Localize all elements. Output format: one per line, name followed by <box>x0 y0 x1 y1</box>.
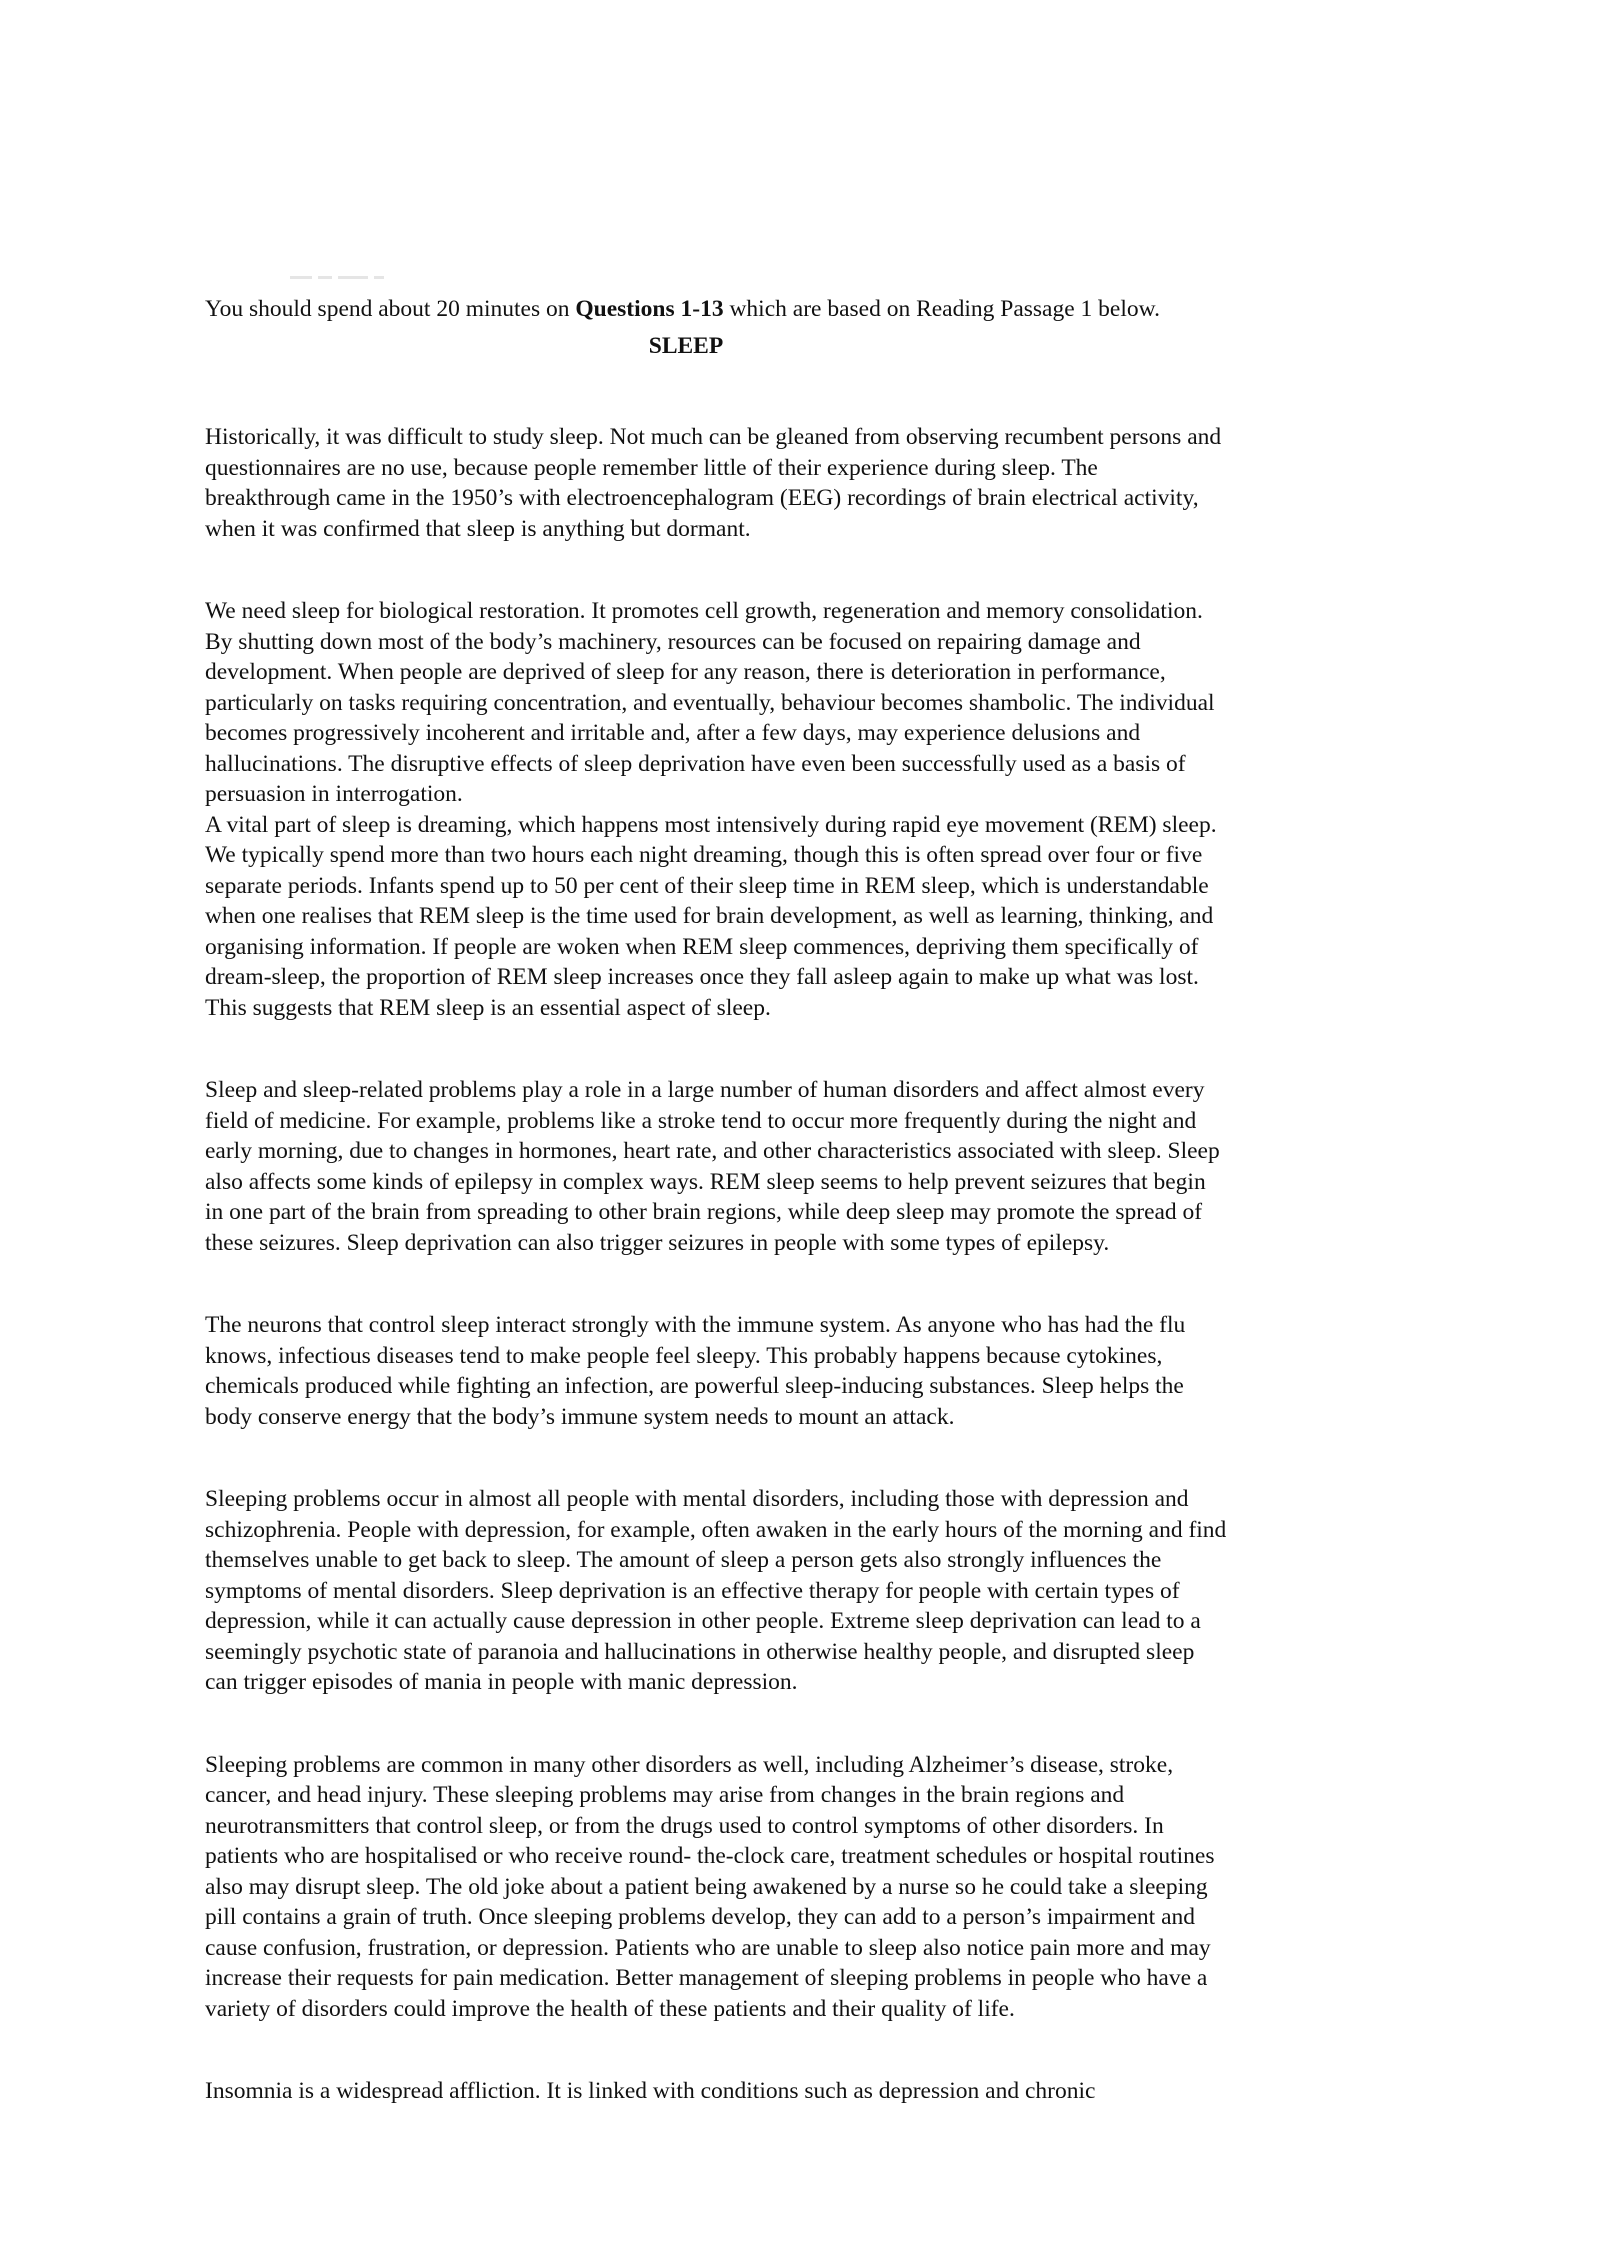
paragraph-6: Sleeping problems occur in almost all people with mental disorders, including those with depression and schizophrenia. People with depression, for example, often awaken in the early hours of the morning and find themselves unable to get back to sleep. The amount of sleep a person gets also strongly influences the symptoms of mental disorders. Sleep deprivation is an effective therapy for people with certain types of depression, while it can actually cause depression in other people. Extreme sleep deprivation can lead to a seemingly psychotic state of paranoia and hallucinations in otherwise healthy people, and disrupted sleep can trigger episodes of mania in people with manic depression. <box>205 1486 1227 1695</box>
paragraph-5: The neurons that control sleep interact strongly with the immune system. As anyone who has had the flu knows, infectious diseases tend to make people feel sleepy. This probably happens because cytokines, chemicals produced while fighting an infection, are powerful sleep-inducing substances. Sleep helps the body conserve energy that the body’s immune system needs to mount an attack. <box>205 1312 1186 1430</box>
instructions-text-after: which are based on Reading Passage 1 below. <box>723 296 1160 322</box>
paragraph-8: Insomnia is a widespread affliction. It is linked with conditions such as depression and chronic <box>205 2078 1096 2104</box>
scan-artifact <box>290 268 470 280</box>
paragraph-2: We need sleep for biological restoration. It promotes cell growth, regeneration and memory consolidation. By shutting down most of the body’s machinery, resources can be focused on repairing damage and development. When people are deprived of sleep for any reason, there is deterioration in performance, particularly on tasks requiring concentration, and eventually, behaviour becomes shambolic. The individual becomes progressively incoherent and irritable and, after a few days, may experience delusions and hallucinations. The disruptive effects of sleep deprivation have even been successfully used as a basis of persuasion in interrogation. <box>205 598 1215 807</box>
paragraph-7: Sleeping problems are common in many other disorders as well, including Alzheimer’s disease, stroke, cancer, and head injury. These sleeping problems may arise from changes in the brain regions and neurotransmitters that control sleep, or from the drugs used to control symptoms of other disorders. In patients who are hospitalised or who receive round- the-clock care, treatment schedules or hospital routines also may disrupt sleep. The old joke about a patient being awakened by a nurse so he could take a sleeping pill contains a grain of truth. Once sleeping problems develop, they can add to a person’s impairment and cause confusion, frustration, or depression. Patients who are unable to sleep also notice pain more and may increase their requests for pain medication. Better management of sleeping problems in people who have a variety of disorders could improve the health of these patients and their quality of life. <box>205 1751 1215 2022</box>
instructions <box>205 294 1227 325</box>
reading-passage <box>205 294 1227 2107</box>
passage-title: SLEEP <box>648 332 724 359</box>
paragraph-3: A vital part of sleep is dreaming, which happens most intensively during rapid eye movement (REM) sleep. We typically spend more than two hours each night dreaming, though this is often spread over four or five separate periods. Infants spend up to 50 per cent of their sleep time in REM sleep, which is understandable when one realises that REM sleep is the time used for brain development, as well as learning, thinking, and organising information. If people are woken when REM sleep commences, depriving them specifically of dream-sleep, the proportion of REM sleep increases once they fall asleep again to make up what was lost. This suggests that REM sleep is an essential aspect of sleep. <box>205 811 1217 1021</box>
paragraph-4: Sleep and sleep-related problems play a role in a large number of human disorders and affect almost every field of medicine. For example, problems like a stroke tend to occur more frequently during the night and early morning, due to changes in hormones, heart rate, and other characteristics associated with sleep. Sleep also affects some kinds of epilepsy in complex ways. REM sleep seems to help prevent seizures that begin in one part of the brain from spreading to other brain regions, while deep sleep may promote the spread of these seizures. Sleep deprivation can also trigger seizures in people with some types of epilepsy. <box>205 1077 1220 1256</box>
paragraph-1: Historically, it was difficult to study sleep. Not much can be gleaned from observing recumbent persons and questionnaires are no use, because people remember little of their experience during sleep. The breakthrough came in the 1950’s with electroencephalogram (EEG) recordings of brain electrical activity, when it was confirmed that sleep is anything but dormant. <box>205 424 1222 542</box>
instructions-questions-range: Questions 1-13 <box>575 296 724 322</box>
instructions-text-before: You should spend about 20 minutes on <box>205 296 576 322</box>
